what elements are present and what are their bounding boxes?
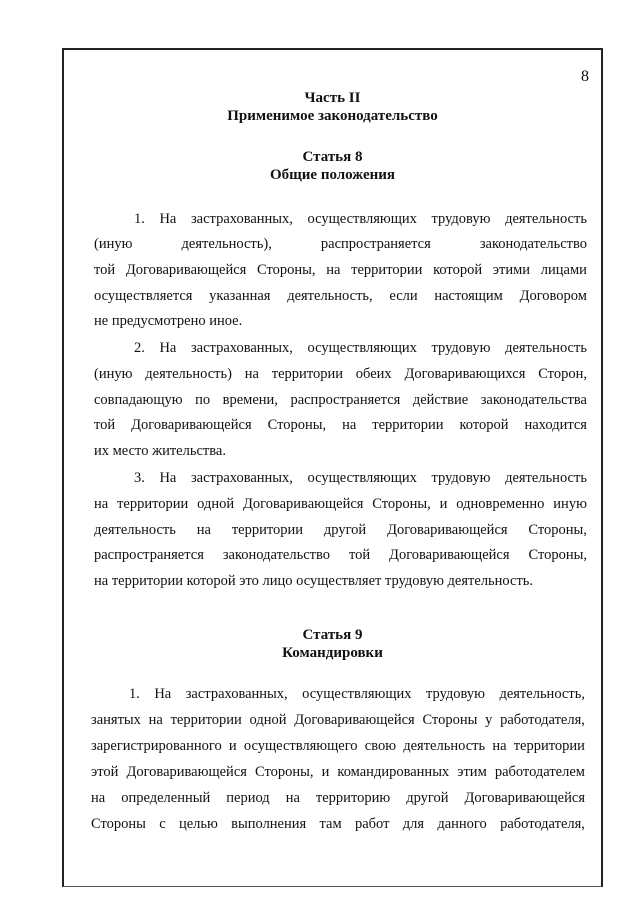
article-9-title: Статья 9 xyxy=(302,627,363,643)
paragraph-line: не предусмотрено иное. xyxy=(94,313,243,329)
paragraph-line: 1. На застрахованных, осуществляющих трудовую деятельность xyxy=(134,211,587,227)
paragraph-line: на территории одной Договаривающейся Стороны, и одновременно иную xyxy=(94,496,587,512)
paragraph-line: осуществляется указанная деятельность, если настоящим Договором xyxy=(94,288,587,304)
paragraph-line: (иную деятельность), распространяется законодательство xyxy=(94,236,587,252)
article-8-subtitle: Общие положения xyxy=(269,167,396,183)
paragraph-line: их место жительства. xyxy=(94,443,226,459)
paragraph-line: этой Договаривающейся Стороны, и командированных этим работодателем xyxy=(91,764,585,780)
paragraph-line: на определенный период на территорию другой Договаривающейся xyxy=(91,790,585,806)
paragraph-line: совпадающую по времени, распространяется действие законодательства xyxy=(94,392,587,408)
paragraph-line: зарегистрированного и осуществляющего свою деятельность на территории xyxy=(91,738,585,754)
paragraph-line: занятых на территории одной Договаривающейся Стороны у работодателя, xyxy=(91,712,585,728)
paragraph-line: 1. На застрахованных, осуществляющих трудовую деятельность, xyxy=(129,686,585,702)
paragraph-line: той Договаривающейся Стороны, на территории которой находится xyxy=(94,417,587,433)
paragraph-line: 3. На застрахованных, осуществляющих трудовую деятельность xyxy=(134,470,587,486)
page-number: 8 xyxy=(581,68,589,85)
article-9-subtitle: Командировки xyxy=(282,645,383,661)
paragraph-line: распространяется законодательство той Договаривающейся Стороны, xyxy=(94,547,587,563)
part-title: Часть II xyxy=(304,90,361,106)
paragraph-line: Стороны с целью выполнения там работ для данного работодателя, xyxy=(91,816,585,832)
article-8-title: Статья 8 xyxy=(302,149,363,165)
paragraph-line: деятельность на территории другой Договаривающейся Стороны, xyxy=(94,522,587,538)
paragraph-line: 2. На застрахованных, осуществляющих трудовую деятельность xyxy=(134,340,587,356)
paragraph-line: (иную деятельность) на территории обеих Договаривающихся Сторон, xyxy=(94,366,587,382)
paragraph-line: на территории которой это лицо осуществляет трудовую деятельность. xyxy=(94,573,534,589)
part-subtitle: Применимое законодательство xyxy=(227,108,438,124)
paragraph-line: той Договаривающейся Стороны, на территории которой этими лицами xyxy=(94,262,587,278)
